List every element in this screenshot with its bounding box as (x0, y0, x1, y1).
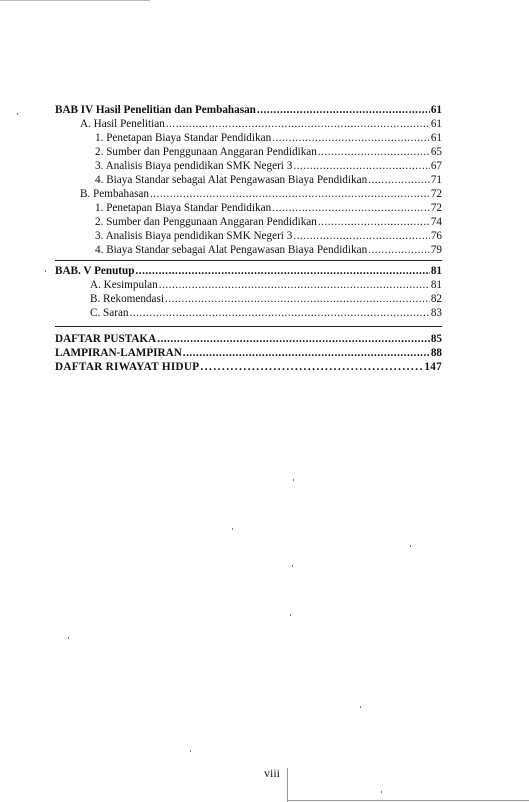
toc-leader-dots (200, 361, 423, 374)
toc-back-matter (55, 361, 442, 374)
toc-entry-title: A. Kesimpulan (90, 279, 158, 291)
scan-speck (45, 270, 46, 272)
scan-speck (68, 637, 69, 639)
toc-entry-title: C. Saran (90, 307, 129, 319)
toc-entry (95, 230, 442, 243)
toc-chapter-5 (55, 265, 442, 278)
toc-leader-dots (183, 347, 430, 360)
toc-entry-title: DAFTAR RIWAYAT HIDUP (55, 361, 200, 373)
toc-entry (95, 146, 442, 159)
toc-entry (80, 188, 442, 201)
toc-leader-dots (166, 118, 430, 131)
page-number: viii (263, 766, 280, 780)
toc-entry-page: 83 (430, 307, 442, 319)
toc-entry-page: 81 (430, 279, 442, 291)
toc-entry-title: 1. Penetapan Biaya Standar Pendidikan (95, 202, 272, 214)
toc-entry-title: 4. Biaya Standar sebagai Alat Pengawasan Biaya Pendidikan (95, 244, 368, 256)
scan-speck (190, 750, 191, 752)
toc-entry (90, 293, 442, 306)
toc-entry-page: 88 (430, 347, 442, 359)
toc-entry-page: 79 (430, 244, 442, 256)
scan-speck (381, 791, 382, 793)
scan-speck (293, 479, 294, 481)
toc-entry-title: 3. Analisis Biaya pendidikan SMK Negeri 3 (95, 160, 293, 172)
toc-entry-title: 3. Analisis Biaya pendidikan SMK Negeri 3 (95, 230, 293, 242)
toc-leader-dots (159, 279, 430, 292)
scan-speck (292, 565, 293, 567)
toc-entry (95, 174, 442, 187)
toc-entry-title: BAB. V Penutup (55, 265, 135, 277)
toc-entry (90, 307, 442, 320)
toc-entry (95, 216, 442, 229)
toc-entry-page: 82 (430, 293, 442, 305)
toc-entry-title: B. Pembahasan (80, 188, 149, 200)
scan-speck (360, 706, 361, 708)
toc-back-matter (55, 347, 442, 360)
toc-entry-page: 61 (430, 132, 442, 144)
toc-entry-title: 4. Biaya Standar sebagai Alat Pengawasan Biaya Pendidikan (95, 174, 368, 186)
scan-edge-line (287, 800, 529, 801)
toc-entry-title: BAB IV Hasil Penelitian dan Pembahasan (55, 104, 256, 116)
toc-entry-title: 1. Penetapan Biaya Standar Pendidikan (95, 132, 272, 144)
toc-leader-dots (165, 293, 430, 306)
toc-entry-title: 2. Sumber dan Penggunaan Anggaran Pendidikan (95, 216, 317, 228)
toc-leader-dots (293, 160, 430, 173)
toc-entry-page: 67 (430, 160, 442, 172)
toc-entry (95, 132, 442, 145)
toc-entry-page: 61 (430, 104, 442, 116)
toc-back-matter (55, 333, 442, 346)
toc-entry-page: 147 (424, 361, 442, 373)
toc-entry-page: 76 (430, 230, 442, 242)
toc-entry-page: 85 (430, 333, 442, 345)
toc-leader-dots (368, 244, 430, 257)
toc-leader-dots (272, 202, 430, 215)
toc-entry (95, 244, 442, 257)
toc-entry (95, 160, 442, 173)
toc-entry-page: 71 (430, 174, 442, 186)
scan-speck (290, 614, 291, 616)
toc-entry-page: 65 (430, 146, 442, 158)
toc-leader-dots (130, 307, 430, 320)
toc-leader-dots (318, 146, 430, 159)
scan-speck (17, 113, 18, 115)
scan-speck (410, 545, 411, 547)
toc-leader-dots (135, 265, 429, 278)
toc-entry-page: 72 (430, 202, 442, 214)
scan-speck (232, 528, 233, 530)
toc-chapter-4 (55, 104, 442, 117)
toc-leader-dots (272, 132, 430, 145)
toc-entry-title: 2. Sumber dan Penggunaan Anggaran Pendidikan (95, 146, 317, 158)
toc-entry-page: 72 (430, 188, 442, 200)
scan-edge-line (0, 0, 150, 1)
toc-leader-dots (257, 104, 430, 117)
toc-entry-page: 81 (430, 265, 442, 277)
toc-leader-dots (318, 216, 430, 229)
toc-entry-title: DAFTAR PUSTAKA (55, 333, 157, 345)
toc-entry-title: B. Rekomendasi (90, 293, 164, 305)
toc-entry-page: 61 (430, 118, 442, 130)
toc-entry (80, 118, 442, 131)
toc-entry-page: 74 (430, 216, 442, 228)
toc-leader-dots (293, 230, 430, 243)
toc-entry (90, 279, 442, 292)
toc-entry (95, 202, 442, 215)
scan-edge-line (287, 768, 288, 802)
toc-leader-dots (150, 188, 430, 201)
toc-entry-title: LAMPIRAN-LAMPIRAN (55, 347, 182, 359)
toc-leader-dots (368, 174, 430, 187)
section-divider (55, 260, 442, 261)
toc-entry-title: A. Hasil Penelitian (80, 118, 165, 130)
toc-leader-dots (157, 333, 430, 346)
section-divider (55, 326, 442, 327)
